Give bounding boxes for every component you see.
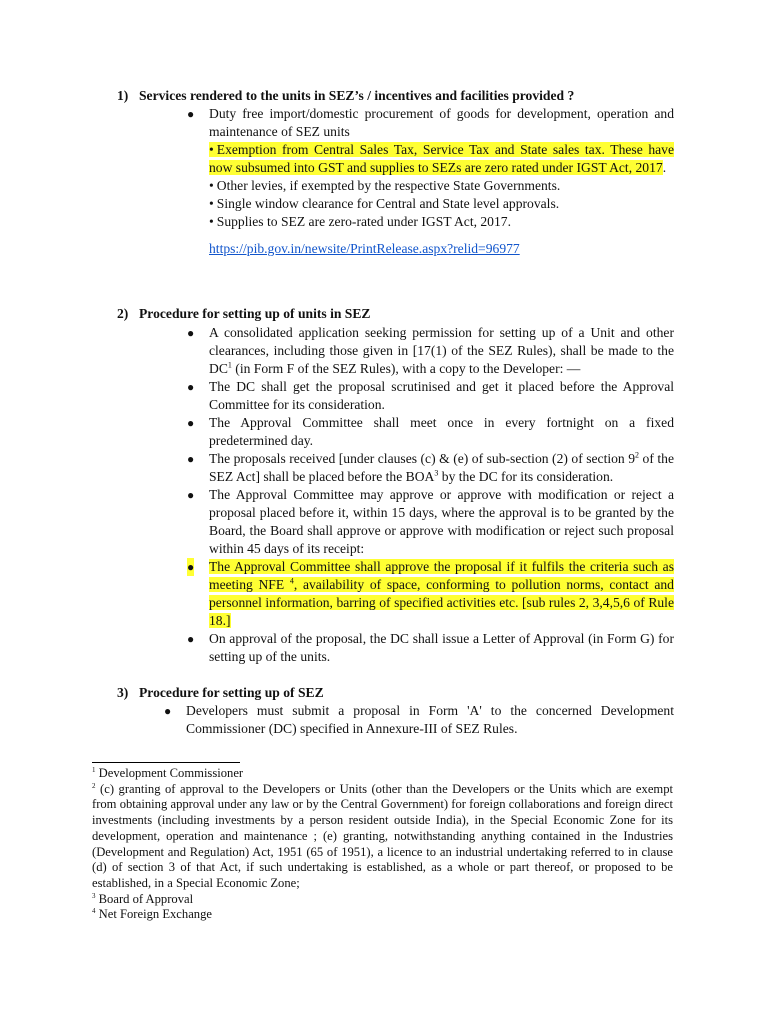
- footnote-mark: 1: [92, 765, 96, 774]
- highlighted-text: [209, 142, 674, 175]
- list-item: [187, 378, 674, 414]
- footnote-text: Board of Approval: [98, 891, 194, 906]
- bullet-icon: ●: [187, 326, 195, 340]
- list-item: [187, 105, 674, 141]
- section-1-heading: [117, 87, 574, 105]
- bullet-icon: ●: [187, 107, 195, 121]
- footnote-text: Net Foreign Exchange: [98, 907, 212, 922]
- bullet-icon: ●: [164, 704, 172, 718]
- list-item-link: [209, 240, 674, 258]
- section-2-title: Procedure for setting up of units in SEZ: [139, 306, 371, 321]
- item-text: On approval of the proposal, the DC shall issue a Letter of Approval (in Form G) for setting up of the units.: [209, 631, 674, 664]
- list-item: [187, 630, 674, 666]
- footnotes: [92, 766, 673, 923]
- list-item-highlighted: [209, 141, 674, 177]
- inline-bullet-icon: •: [209, 196, 214, 211]
- item-text: , availability of space, conforming to pollution norms, contact and personnel information, barring of specified activities etc. [sub rules 2, 3,4,5,6 of Rule 18.]: [209, 577, 674, 628]
- item-text: Exemption from Central Sales Tax, Service Tax and State sales tax. These have now subsumed into GST and supplies to SEZs are zero rated under IGST Act, 2017: [209, 142, 674, 175]
- footnote-1: [92, 766, 673, 782]
- footnote-separator: [92, 762, 240, 763]
- section-3-number: 3): [117, 685, 129, 700]
- list-item: [187, 450, 674, 486]
- inline-bullet-icon: •: [209, 142, 214, 157]
- list-item-highlighted: [187, 558, 674, 630]
- list-item: [209, 177, 674, 195]
- bullet-icon: ●: [187, 560, 195, 574]
- item-text: The proposals received [under clauses (c) & (e) of sub-section (2) of section 9: [209, 451, 636, 466]
- item-text: Developers must submit a proposal in Form 'A' to the concerned Development Commissioner (DC) specified in Annexure-III of SEZ Rules.: [186, 703, 674, 736]
- item-text: Other levies, if exempted by the respective State Governments.: [216, 178, 561, 193]
- footnote-mark: 2: [92, 781, 96, 790]
- footnote-2: [92, 782, 673, 892]
- item-text: A consolidated application seeking permission for setting up of a Unit and other clearances, including those given in [17(1) of the SEZ Rules), shall be made to the DC: [209, 325, 674, 376]
- footnote-3: [92, 892, 673, 908]
- item-text: Duty free import/domestic procurement of goods for development, operation and maintenance of SEZ units: [209, 106, 674, 139]
- list-item: [164, 702, 674, 738]
- section-1-title: Services rendered to the units in SEZ’s / incentives and facilities provided ?: [139, 88, 575, 103]
- item-text: The Approval Committee shall approve the proposal if it fulfils the criteria such as meeting NFE: [209, 559, 674, 592]
- item-text: The Approval Committee may approve or approve with modification or reject a proposal placed before it, within 15 days, where the approval is to be granted by the Board, the Board shall approve or approve with modification or reject such proposal within 45 days of its receipt:: [209, 487, 674, 556]
- list-item: [187, 486, 674, 558]
- bullet-icon: ●: [187, 380, 195, 394]
- bullet-icon: ●: [187, 632, 195, 646]
- footnote-mark: 3: [92, 891, 96, 900]
- footnote-ref: 4: [289, 576, 294, 586]
- bullet-icon: ●: [187, 416, 195, 430]
- section-1-list: [187, 105, 674, 258]
- source-link[interactable]: https://pib.gov.in/newsite/PrintRelease.aspx?relid=96977: [209, 241, 520, 256]
- bullet-icon: ●: [187, 452, 195, 466]
- item-text: of the SEZ Act] shall be placed before the BOA: [209, 451, 674, 484]
- list-item: [209, 195, 674, 213]
- footnote-text: Development Commissioner: [98, 766, 244, 780]
- period: .: [662, 160, 667, 175]
- section-1-number: 1): [117, 88, 129, 103]
- item-text: The DC shall get the proposal scrutinised and get it placed before the Approval Committee for its consideration.: [209, 379, 674, 412]
- footnote-ref: 3: [434, 468, 439, 478]
- item-text: The Approval Committee shall meet once in every fortnight on a fixed predetermined day.: [209, 415, 674, 448]
- section-3-heading: [117, 684, 324, 702]
- item-text: Supplies to SEZ are zero-rated under IGST Act, 2017.: [216, 214, 511, 229]
- item-text: Single window clearance for Central and State level approvals.: [216, 196, 560, 211]
- section-2-list: [187, 324, 674, 666]
- list-item: [209, 213, 674, 231]
- inline-bullet-icon: •: [209, 178, 214, 193]
- section-3-list: [164, 702, 674, 738]
- item-text: by the DC for its consideration.: [441, 469, 614, 484]
- highlighted-text: [209, 559, 674, 628]
- list-item: [187, 324, 674, 378]
- footnote-text: (c) granting of approval to the Developers or Units (other than the Developers or the Units which are exempt from obtaining approval under any law or by the Central Government) for foreign collaborations and foreign direct investments (including investments by a person resident outside India), in the Special Economic Zone for its development, operation and maintenance ; (e) granting, notwithstanding anything contained in the Industries (Development and Regulation) Act, 1951 (65 of 1951), a licence to an industrial undertaking referred to in clause (d) of section 3 of that Act, if such undertaking is established, as a whole or part thereof, or proposed to be established, in a Special Economic Zone;: [92, 781, 673, 890]
- section-2-heading: [117, 305, 371, 323]
- bullet-icon: ●: [187, 488, 195, 502]
- footnote-ref: 1: [227, 360, 232, 370]
- section-2-number: 2): [117, 306, 129, 321]
- list-item: [187, 414, 674, 450]
- section-3-title: Procedure for setting up of SEZ: [139, 685, 324, 700]
- footnote-4: [92, 907, 673, 923]
- item-text: (in Form F of the SEZ Rules), with a copy to the Developer: —: [235, 361, 581, 376]
- footnote-mark: 4: [92, 907, 96, 916]
- inline-bullet-icon: •: [209, 214, 214, 229]
- footnote-ref: 2: [635, 450, 640, 460]
